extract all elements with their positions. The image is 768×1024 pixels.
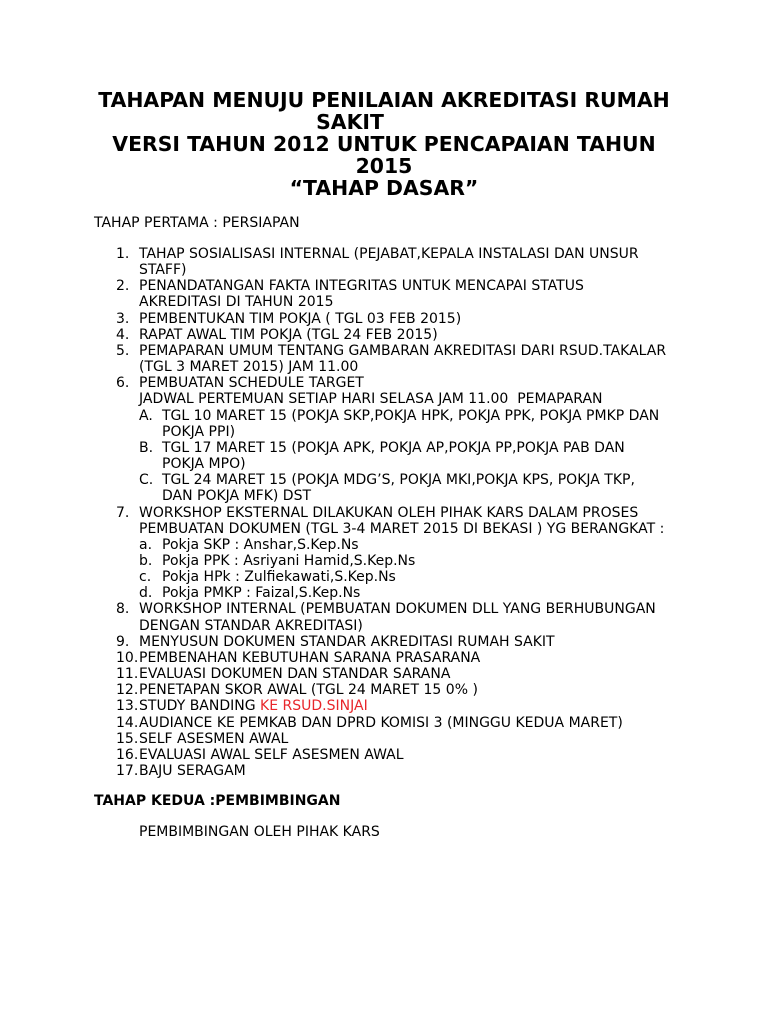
sub-item (116, 440, 666, 456)
item-number: 10. (116, 649, 139, 666)
item-number: 8. (116, 601, 130, 618)
item-text: EVALUASI AWAL SELF ASESMEN AWAL (139, 746, 404, 763)
item-text: EVALUASI DOKUMEN DAN STANDAR SARANA (139, 666, 451, 683)
list-item (116, 747, 666, 763)
item-text: PEMAPARAN UMUM TENTANG GAMBARAN AKREDITASI DARI RSUD.TAKALAR (139, 342, 667, 359)
item-text: PEMBUATAN SCHEDULE TARGET (139, 375, 364, 392)
sub-item-text: TGL 10 MARET 15 (POKJA SKP,POKJA HPK, POKJA PPK, POKJA PMKP DAN (162, 407, 660, 424)
sub-item-text-continued: POKJA PPI) (162, 423, 236, 440)
title-line: SAKIT (316, 110, 384, 134)
item-text: AUDIANCE KE PEMKAB DAN DPRD KOMISI 3 (MINGGU KEDUA MARET) (139, 714, 623, 731)
sub-item-text: TGL 24 MARET 15 (POKJA MDG’S, POKJA MKI,POKJA KPS, POKJA TKP, (162, 472, 635, 489)
sub-item-label: c. (139, 569, 152, 586)
sub-item-label: b. (139, 552, 153, 569)
sub-item-text: Pokja SKP : Anshar,S.Kep.Ns (162, 536, 359, 553)
sub-item (116, 569, 666, 585)
section-body-text: PEMBIMBINGAN OLEH PIHAK KARS (139, 824, 380, 840)
item-text: SELF ASESMEN AWAL (139, 730, 289, 747)
title-line: TAHAPAN MENUJU PENILAIAN AKREDITASI RUMAH (98, 88, 670, 112)
item-text: WORKSHOP INTERNAL (PEMBUATAN DOKUMEN DLL YANG BERHUBUNGAN (139, 601, 656, 618)
list-item (116, 505, 666, 521)
sub-item-label: A. (139, 407, 153, 424)
list-item (116, 601, 666, 617)
item-number: 17. (116, 763, 139, 779)
sub-item-text-continued: POKJA MPO) (162, 456, 246, 473)
item-number: 6. (116, 375, 130, 392)
schedule-note: JADWAL PERTEMUAN SETIAP HARI SELASA JAM 11.00 PEMAPARAN (139, 391, 603, 408)
list-item (116, 650, 666, 666)
list-item (116, 763, 666, 779)
item-text: PEMBENTUKAN TIM POKJA ( TGL 03 FEB 2015) (139, 310, 462, 327)
item-text: BAJU SERAGAM (139, 763, 246, 779)
item-text-continued: AKREDITASI DI TAHUN 2015 (139, 294, 334, 311)
sub-item (116, 537, 666, 553)
persiapan-list (116, 246, 666, 779)
section-heading-persiapan: TAHAP PERTAMA : PERSIAPAN (94, 215, 300, 231)
list-item (116, 666, 666, 682)
item-number: 4. (116, 326, 130, 343)
item-number: 12. (116, 682, 139, 699)
sub-item-label: d. (139, 585, 153, 602)
item-text-continued: STAFF) (139, 262, 187, 279)
item-text-continued: PEMBUATAN DOKUMEN (TGL 3-4 MARET 2015 DI BEKASI ) YG BERANGKAT : (139, 520, 665, 537)
section-heading-pembimbingan: TAHAP KEDUA :PEMBIMBINGAN (94, 793, 341, 809)
item-number: 15. (116, 730, 139, 747)
list-item (116, 682, 666, 698)
list-item (116, 343, 666, 359)
item-number: 11. (116, 666, 139, 683)
item-text-continued: (TGL 3 MARET 2015) JAM 11.00 (139, 359, 359, 376)
sub-item (116, 585, 666, 601)
item-number: 2. (116, 278, 130, 295)
list-item (116, 698, 666, 714)
item-text: MENYUSUN DOKUMEN STANDAR AKREDITASI RUMAH SAKIT (139, 633, 555, 650)
sub-item-text: Pokja PMKP : Faizal,S.Kep.Ns (162, 585, 361, 602)
list-item (116, 311, 666, 327)
list-item (116, 327, 666, 343)
title-line: 2015 (355, 154, 413, 178)
item-number: 9. (116, 633, 130, 650)
sub-item (116, 408, 666, 424)
item-text: PEMBENAHAN KEBUTUHAN SARANA PRASARANA (139, 649, 481, 666)
highlighted-text: KE RSUD.SINJAI (260, 698, 368, 715)
item-number: 16. (116, 746, 139, 763)
item-number: 14. (116, 714, 139, 731)
sub-item-label: a. (139, 536, 153, 553)
sub-item-label: C. (139, 472, 154, 489)
item-text: WORKSHOP EKSTERNAL DILAKUKAN OLEH PIHAK KARS DALAM PROSES (139, 504, 639, 521)
list-item (116, 634, 666, 650)
item-number: 13. (116, 698, 139, 715)
sub-item-text: Pokja PPK : Asriyani Hamid,S.Kep.Ns (162, 552, 416, 569)
list-item (116, 278, 666, 294)
title-line: VERSI TAHUN 2012 UNTUK PENCAPAIAN TAHUN (112, 132, 656, 156)
item-number: 7. (116, 504, 130, 521)
item-text: TAHAP SOSIALISASI INTERNAL (PEJABAT,KEPALA INSTALASI DAN UNSUR (139, 246, 639, 262)
sub-item-label: B. (139, 439, 154, 456)
title-line: “TAHAP DASAR” (289, 176, 479, 200)
sub-item-text-continued: DAN POKJA MFK) DST (162, 488, 312, 505)
document-title (0, 89, 768, 199)
item-text: PENANDATANGAN FAKTA INTEGRITAS UNTUK MENCAPAI STATUS (139, 278, 584, 295)
sub-item-text: Pokja HPk : Zulfiekawati,S.Kep.Ns (162, 569, 396, 586)
item-text: PENETAPAN SKOR AWAL (TGL 24 MARET 15 0% ) (139, 682, 478, 699)
sub-item-text: TGL 17 MARET 15 (POKJA APK, POKJA AP,POKJA PP,POKJA PAB DAN (162, 439, 625, 456)
item-text-continued: DENGAN STANDAR AKREDITASI) (139, 617, 363, 634)
list-item (116, 375, 666, 391)
list-item (116, 731, 666, 747)
list-item (116, 715, 666, 731)
item-number: 5. (116, 342, 130, 359)
sub-item (116, 553, 666, 569)
item-text: RAPAT AWAL TIM POKJA (TGL 24 FEB 2015) (139, 326, 438, 343)
item-text: STUDY BANDING (139, 698, 261, 715)
sub-item (116, 472, 666, 488)
item-number: 3. (116, 310, 130, 327)
list-item (116, 246, 666, 262)
item-number: 1. (116, 246, 130, 262)
